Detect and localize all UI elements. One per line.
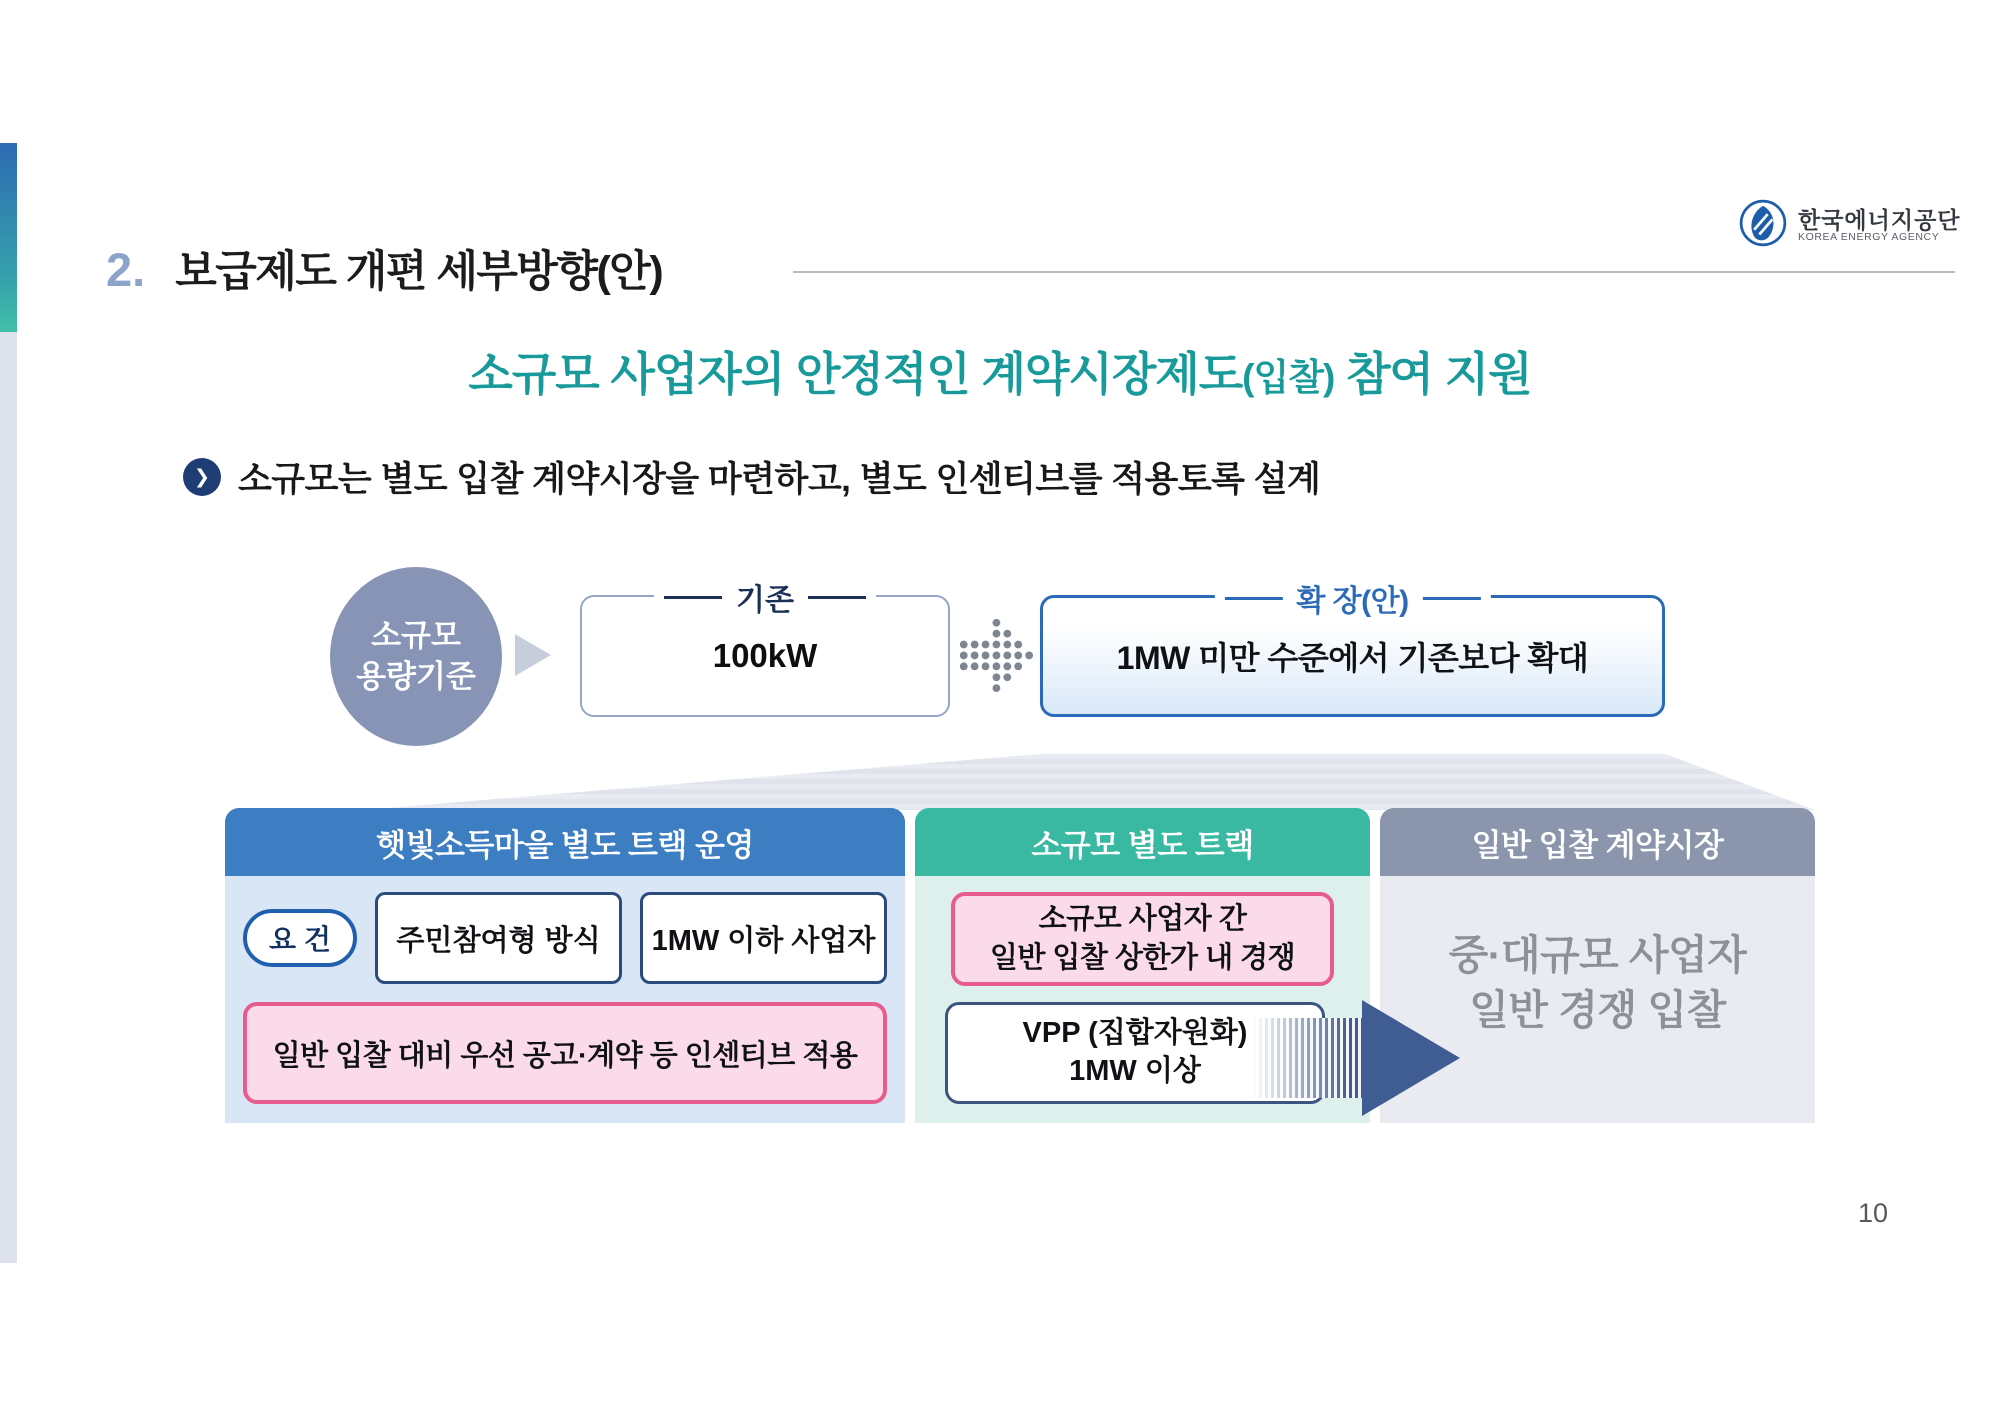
- competition-line2: 일반 입찰 상한가 내 경쟁: [989, 942, 1296, 974]
- general-market-line1: 중·대규모 사업자: [1448, 932, 1747, 978]
- left-accent-gray-bar: [0, 332, 17, 1263]
- energy-drop-icon: [1738, 198, 1788, 253]
- expansion-label: [1214, 576, 1490, 620]
- korea-energy-agency-logo: [1738, 198, 1961, 253]
- label-line-left: [1224, 597, 1282, 600]
- section-title: 보급제도 개편 세부방향(안): [175, 248, 663, 296]
- funnel-connector-shape: [363, 754, 1815, 810]
- requirement-badge: 요 건: [243, 909, 357, 967]
- headline-tail: 참여 지원: [1334, 348, 1532, 400]
- label-line-right: [1423, 597, 1481, 600]
- capacity-circle-line1: 소규모: [371, 618, 461, 654]
- dotted-arrow-icon: [958, 617, 1036, 700]
- general-market-line2: 일반 경쟁 입찰: [1469, 987, 1726, 1034]
- competition-line1: 소규모 사업자 간: [1038, 902, 1247, 935]
- competition-highlight-box: [951, 892, 1334, 986]
- key-statement-text: 소규모는 별도 입찰 계약시장을 마련하고, 별도 인센티브를 적용토록 설계: [238, 460, 1321, 499]
- expansion-capacity-box: [1040, 585, 1665, 717]
- capacity-circle-line2: 용량기준: [356, 658, 476, 694]
- existing-label-text: 기존: [736, 584, 794, 617]
- logo-name-korean: 한국에너지공단: [1798, 206, 1961, 233]
- column-header: 소규모 별도 트랙: [915, 808, 1370, 876]
- chevron-bullet-icon: ❯: [183, 458, 221, 496]
- existing-capacity-box: [580, 584, 950, 717]
- expansion-label-text: 확 장(안): [1296, 585, 1409, 618]
- track-column-sunlight-village: [225, 808, 905, 1123]
- capacity-criteria-circle: [330, 567, 502, 746]
- vpp-line1: VPP (집합자원화): [1022, 1017, 1248, 1050]
- page-number: 10: [1858, 1198, 1889, 1228]
- big-arrow-icon: [1362, 1000, 1460, 1116]
- expansion-value: 1MW 미만 수준에서 기존보다 확대: [1116, 640, 1589, 676]
- logo-text: [1798, 208, 1961, 243]
- logo-name-english: KOREA ENERGY AGENCY: [1798, 231, 1940, 244]
- incentive-highlight-box: 일반 입찰 대비 우선 공고·계약 등 인센티브 적용: [243, 1002, 887, 1104]
- existing-value: 100kW: [712, 637, 818, 674]
- column-header: 일반 입찰 계약시장: [1380, 808, 1815, 876]
- key-statement: [183, 452, 1320, 502]
- label-line-left: [664, 596, 722, 599]
- header-divider-line: [793, 271, 1955, 273]
- triangle-arrow-icon: [515, 634, 551, 676]
- existing-label: [654, 575, 876, 619]
- vpp-line2: 1MW 이상: [1069, 1055, 1201, 1087]
- requirement-item: 주민참여형 방식: [375, 892, 622, 984]
- slide-headline: [0, 338, 2000, 404]
- requirement-row: [243, 892, 887, 984]
- headline-main: 소규모 사업자의 안정적인 계약시장제도: [468, 348, 1243, 400]
- section-heading: [106, 238, 662, 299]
- column-header: 햇빛소득마을 별도 트랙 운영: [225, 808, 905, 876]
- section-number: 2.: [106, 243, 146, 296]
- requirement-item: 1MW 이하 사업자: [640, 892, 887, 984]
- headline-paren: (입찰): [1242, 357, 1335, 398]
- label-line-right: [808, 596, 866, 599]
- left-accent-gradient-bar: [0, 143, 17, 332]
- column-body: [225, 876, 905, 1123]
- big-arrow-tail: [1253, 1018, 1365, 1098]
